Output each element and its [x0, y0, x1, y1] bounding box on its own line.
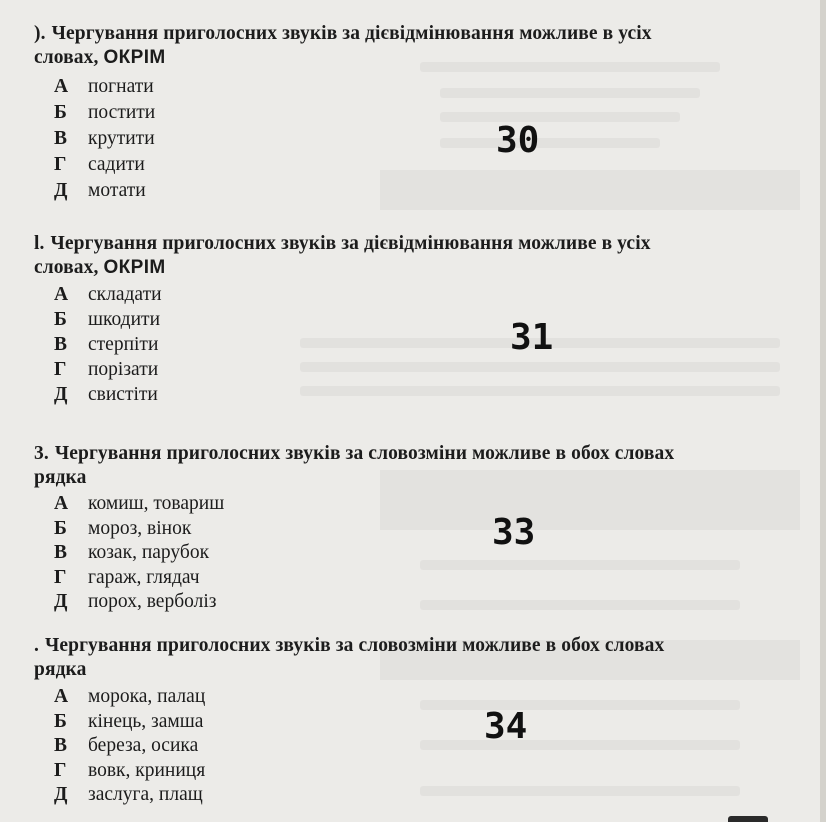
option-d[interactable]: Д порох, верболіз [54, 591, 217, 612]
option-g[interactable]: Г вовк, криниця [54, 760, 206, 781]
question-number: 3. [34, 443, 49, 464]
question-label: 30 [496, 120, 540, 161]
question-title [34, 634, 794, 682]
question-label: 34 [484, 706, 528, 747]
option-g[interactable]: Г садити [54, 154, 145, 175]
question-text-cont: рядка [34, 659, 87, 680]
option-b[interactable]: Б постити [54, 102, 156, 123]
page-number-fragment [728, 816, 768, 822]
page-edge [820, 0, 826, 822]
question-label: 31 [510, 317, 554, 358]
question-label: 33 [492, 512, 536, 553]
question-title [34, 22, 794, 70]
option-a[interactable]: А морока, палац [54, 686, 206, 707]
option-b[interactable]: Б мороз, вінок [54, 518, 192, 539]
option-d[interactable]: Д мотати [54, 180, 146, 201]
question-number: ). [34, 23, 46, 44]
question-text-cont: словах, [34, 47, 99, 68]
option-g[interactable]: Г гараж, глядач [54, 567, 200, 588]
question-emphasis: ОКРІМ [103, 47, 166, 68]
option-a[interactable]: А складати [54, 284, 162, 305]
question-text-cont: словах, [34, 257, 99, 278]
question-emphasis: ОКРІМ [103, 257, 166, 278]
question-title [34, 232, 794, 280]
option-v[interactable]: В береза, осика [54, 735, 199, 756]
option-b[interactable]: Б кінець, замша [54, 711, 204, 732]
question-number: l. [34, 233, 45, 254]
question-text: Чергування приголосних звуків за дієвідмінювання можливе в усіх [51, 23, 652, 44]
option-b[interactable]: Б шкодити [54, 309, 161, 330]
option-d[interactable]: Д свистіти [54, 384, 158, 405]
question-text: Чергування приголосних звуків за дієвідмінювання можливе в усіх [50, 233, 651, 254]
question-text: Чергування приголосних звуків за словозміни можливе в обох словах [54, 443, 675, 464]
question-text: Чергування приголосних звуків за словозміни можливе в обох словах [44, 635, 665, 656]
question-number: . [34, 635, 39, 656]
option-d[interactable]: Д заслуга, плащ [54, 784, 203, 805]
option-a[interactable]: А погнати [54, 76, 154, 97]
question-title [34, 442, 794, 490]
question-text-cont: рядка [34, 467, 87, 488]
option-v[interactable]: В козак, парубок [54, 542, 210, 563]
option-g[interactable]: Г порізати [54, 359, 159, 380]
option-a[interactable]: А комиш, товариш [54, 493, 225, 514]
option-v[interactable]: В стерпіти [54, 334, 159, 355]
option-v[interactable]: В крутити [54, 128, 155, 149]
